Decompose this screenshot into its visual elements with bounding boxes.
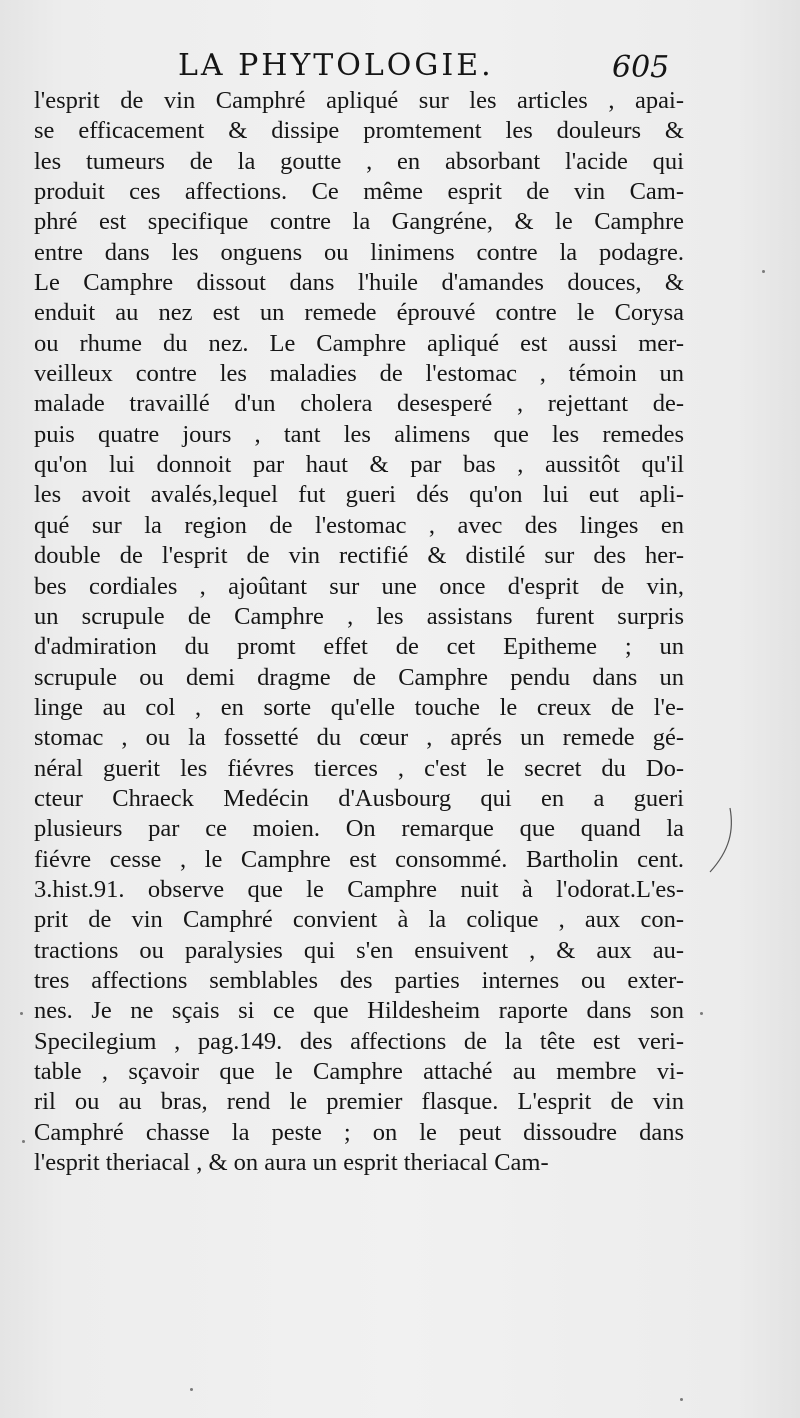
text-line: ou rhume du nez. Le Camphre apliqué est aussi mer-: [34, 329, 684, 357]
text-line: entre dans les onguens ou linimens contre la podagre.: [34, 238, 684, 266]
text-line: table , sçavoir que le Camphre attaché au membre vi-: [34, 1058, 684, 1085]
text-line: produit ces affections. Ce même esprit de vin Cam-: [34, 178, 684, 206]
text-line: Specilegium , pag.149. des affections de la tête est veri-: [34, 1027, 684, 1055]
text-line: prit de vin Camphré convient à la colique , aux con-: [34, 906, 684, 934]
text-line: scrupule ou demi dragme de Camphre pendu dans un: [34, 663, 684, 691]
text-line: malade travaillé d'un cholera desesperé , rejettant de-: [34, 390, 684, 418]
text-line: néral guerit les fiévres tierces , c'est le secret du Do-: [34, 754, 684, 782]
text-line: Le Camphre dissout dans l'huile d'amandes douces, &: [34, 269, 684, 297]
paper-speck: [680, 1398, 683, 1401]
paper-speck: [700, 1012, 703, 1015]
body-text: [34, 86, 684, 1178]
text-line: bes cordiales , ajoûtant sur une once d'esprit de vin,: [34, 572, 684, 600]
paper-speck: [762, 270, 765, 273]
text-line: Camphré chasse la peste ; on le peut dissoudre dans: [34, 1118, 684, 1146]
text-line: plusieurs par ce moien. On remarque que quand la: [34, 815, 684, 843]
text-line: qu'on lui donnoit par haut & par bas , aussitôt qu'il: [34, 451, 684, 479]
text-line: linge au col , en sorte qu'elle touche le creux de l'e-: [34, 693, 684, 721]
text-line: enduit au nez est un remede éprouvé contre le Corysa: [34, 299, 684, 327]
text-line: se efficacement & dissipe promtement les douleurs &: [34, 117, 684, 145]
text-line: 3.hist.91. observe que le Camphre nuit à l'odorat.L'es-: [34, 875, 684, 903]
text-line: l'esprit de vin Camphré apliqué sur les articles , apai-: [34, 87, 684, 114]
text-line: un scrupule de Camphre , les assistans furent surpris: [34, 602, 684, 630]
margin-pen-mark: [700, 800, 740, 880]
text-line: nes. Je ne sçais si ce que Hildesheim raporte dans son: [34, 997, 684, 1025]
text-line: phré est specifique contre la Gangréne, & le Camphre: [34, 208, 684, 236]
text-line: d'admiration du promt effet de cet Epitheme ; un: [34, 633, 684, 661]
text-line: puis quatre jours , tant les alimens que les remedes: [34, 420, 684, 448]
text-line: cteur Chraeck Medécin d'Ausbourg qui en a gueri: [34, 784, 684, 812]
text-line: fiévre cesse , le Camphre est consommé. Bartholin cent.: [34, 845, 684, 873]
text-line: les avoit avalés,lequel fut gueri dés qu'on lui eut apli-: [34, 481, 684, 509]
running-title: LA PHYTOLOGIE.: [178, 48, 494, 83]
text-line: les tumeurs de la goutte , en absorbant l'acide qui: [34, 147, 684, 175]
paper-speck: [190, 1388, 193, 1391]
text-line: qué sur la region de l'estomac , avec des linges en: [34, 511, 684, 539]
page-number: 605: [612, 50, 670, 85]
text-line: l'esprit theriacal , & on aura un esprit theriacal Cam-: [34, 1149, 549, 1177]
text-line: ril ou au bras, rend le premier flasque. L'esprit de vin: [34, 1088, 684, 1116]
text-line: tres affections semblables des parties internes ou exter-: [34, 966, 684, 994]
paper-speck: [20, 1012, 23, 1015]
text-line: stomac , ou la fossetté du cœur , aprés un remede gé-: [34, 724, 684, 752]
paper-speck: [22, 1140, 25, 1143]
text-line: double de l'esprit de vin rectifié & distilé sur des her-: [34, 542, 684, 570]
text-line: tractions ou paralysies qui s'en ensuivent , & aux au-: [34, 936, 684, 964]
text-line: veilleux contre les maladies de l'estomac , témoin un: [34, 360, 684, 388]
